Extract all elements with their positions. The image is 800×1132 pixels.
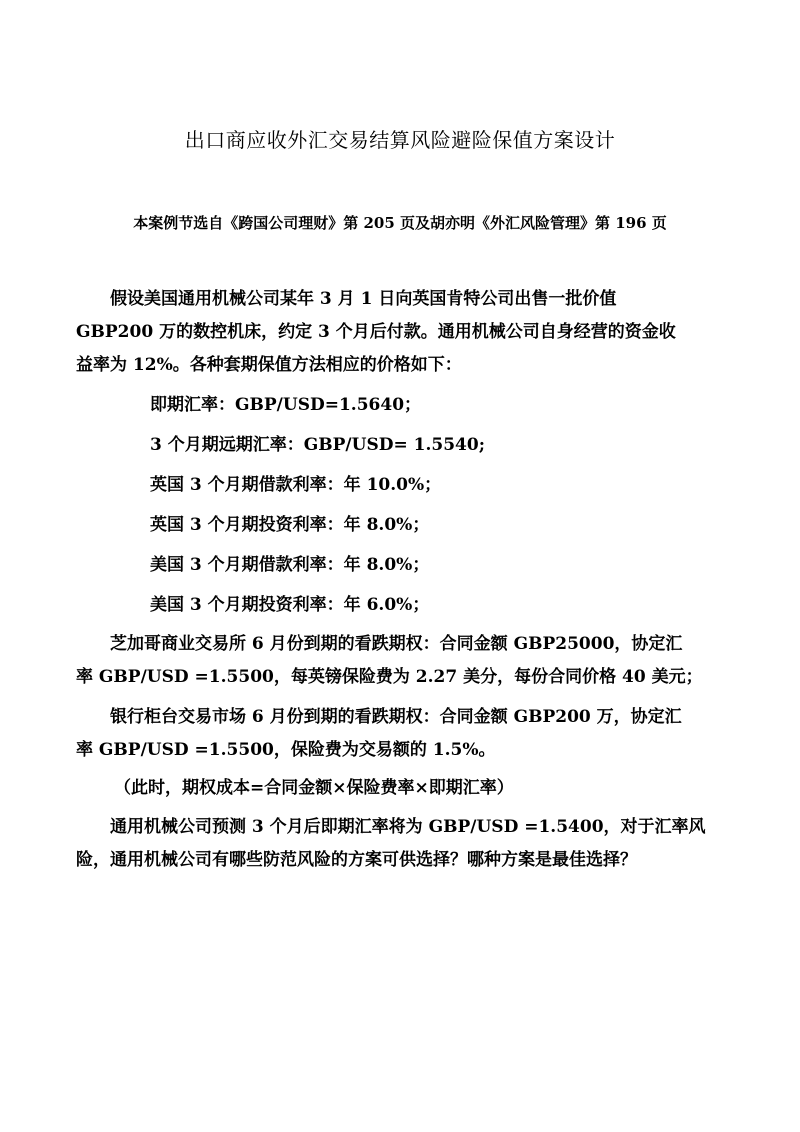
rate-item-us-invest: 美国 3 个月期投资利率：年 6.0%； — [150, 595, 430, 615]
rate-item-uk-borrow: 英国 3 个月期借款利率：年 10.0%； — [150, 475, 442, 495]
chicago-option-line-1: 芝加哥商业交易所 6 月份到期的看跌期权：合同金额 GBP25000，协定汇 — [110, 634, 683, 654]
rate-item-spot: 即期汇率：GBP/USD=1.5640； — [150, 395, 422, 415]
bank-option-paragraph — [76, 701, 726, 767]
question-line-2: 险，通用机械公司有哪些防范风险的方案可供选择？哪种方案是最佳选择？ — [76, 850, 637, 870]
rate-item-forward: 3 个月期远期汇率：GBP/USD= 1.5540; — [150, 435, 485, 455]
intro-line-1: 假设美国通用机械公司某年 3 月 1 日向英国肯特公司出售一批价值 — [110, 289, 617, 309]
question-line-1: 通用机械公司预测 3 个月后即期汇率将为 GBP/USD =1.5400，对于汇率风 — [110, 817, 706, 837]
chicago-option-line-2: 率 GBP/USD =1.5500，每英镑保险费为 2.27 美分，每份合同价格 40 美元； — [76, 667, 703, 687]
intro-paragraph — [76, 283, 726, 382]
option-cost-note: （此时，期权成本=合同金额×保险费率×即期汇率） — [114, 778, 514, 798]
rate-list — [76, 385, 726, 625]
source-line: 本案例节选自《跨国公司理财》第 205 页及胡亦明《外汇风险管理》第 196 页 — [133, 214, 667, 232]
rate-item-us-borrow: 美国 3 个月期借款利率：年 8.0%； — [150, 555, 430, 575]
intro-line-2: GBP200 万的数控机床，约定 3 个月后付款。通用机械公司自身经营的资金收 — [76, 322, 676, 342]
bank-option-line-1: 银行柜台交易市场 6 月份到期的看跌期权：合同金额 GBP200 万，协定汇 — [110, 707, 682, 727]
document-body — [76, 283, 726, 877]
question-paragraph — [76, 811, 726, 877]
rate-item-uk-invest: 英国 3 个月期投资利率：年 8.0%； — [150, 515, 430, 535]
chicago-option-paragraph — [76, 628, 726, 694]
intro-line-3: 益率为 12%。各种套期保值方法相应的价格如下： — [76, 355, 462, 375]
document-title: 出口商应收外汇交易结算风险避险保值方案设计 — [184, 128, 616, 152]
bank-option-line-2: 率 GBP/USD =1.5500，保险费为交易额的 1.5%。 — [76, 740, 496, 760]
